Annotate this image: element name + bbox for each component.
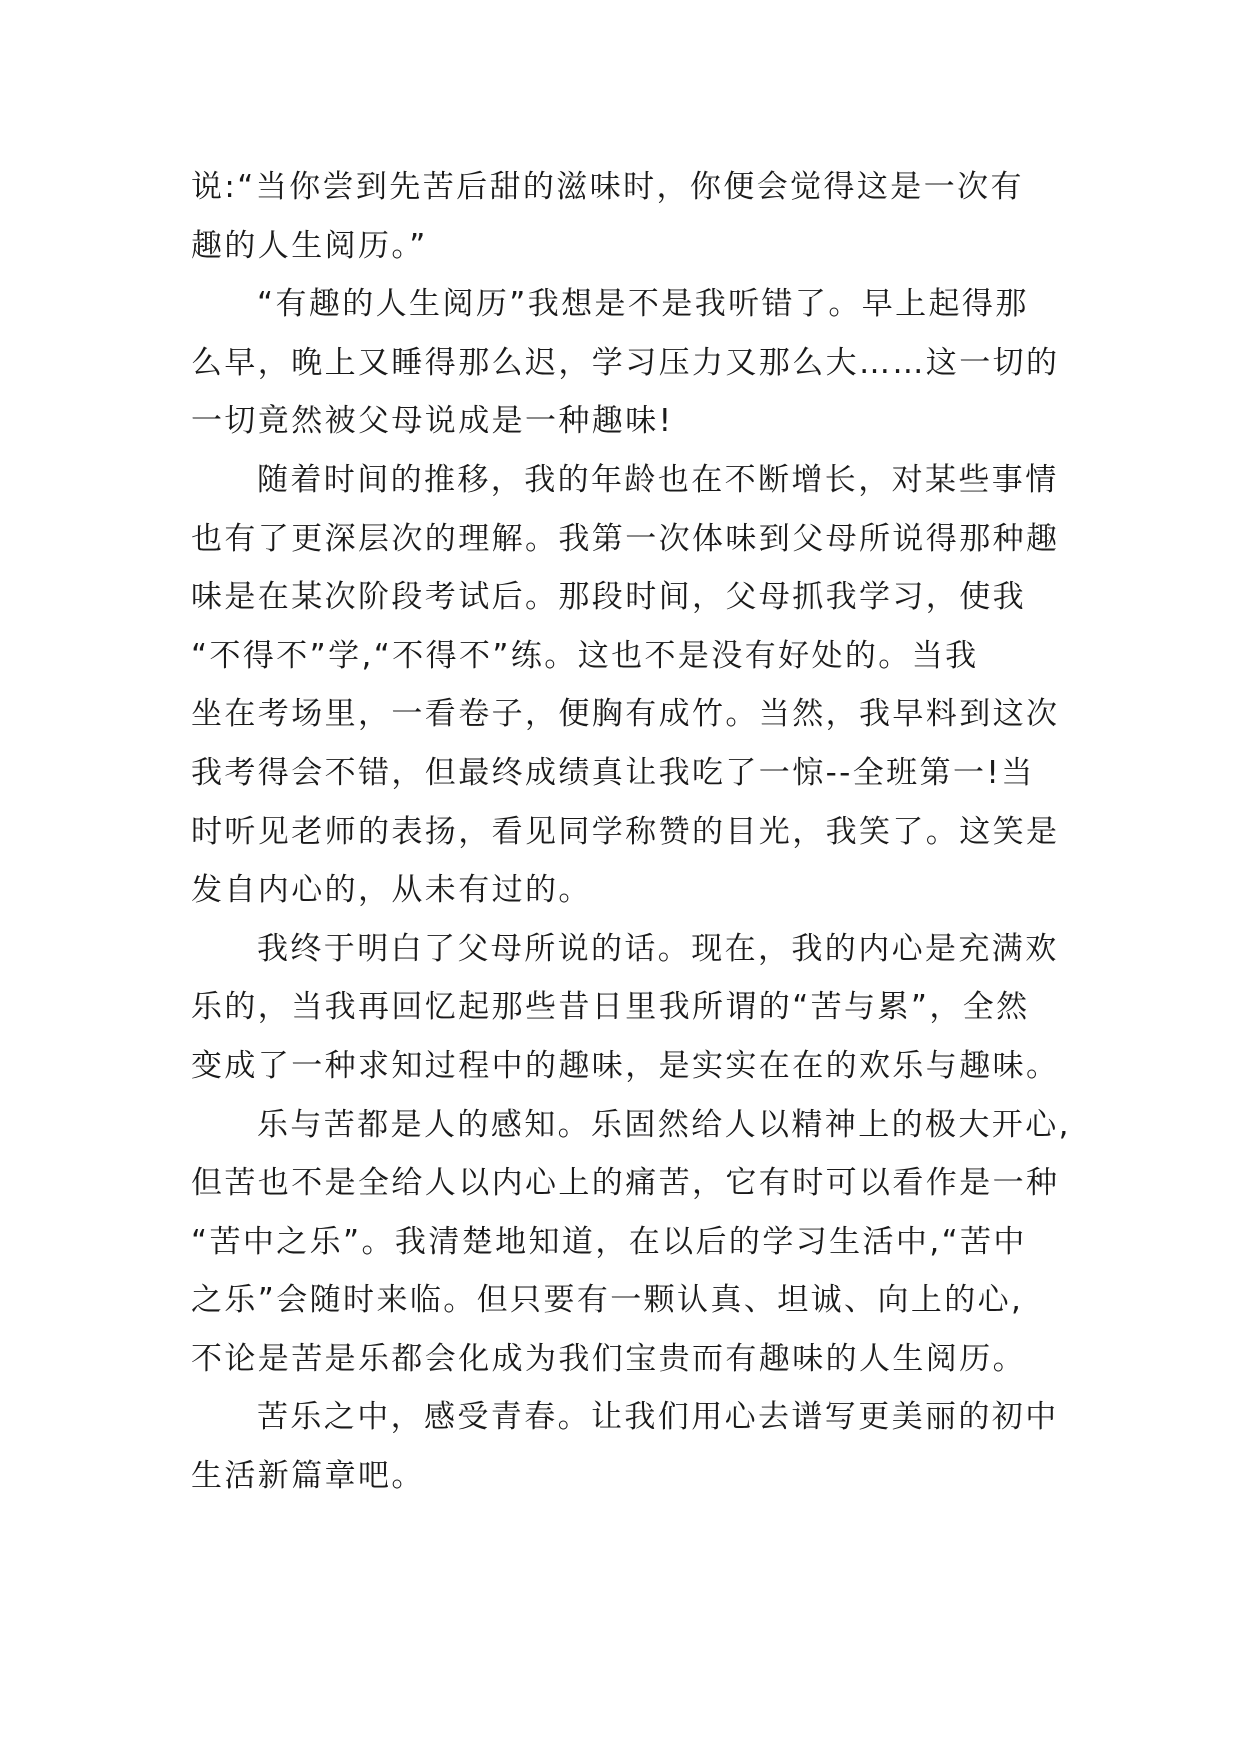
text-line: 苦乐之中，感受青春。让我们用心去谱写更美丽的初中 [257, 1399, 1059, 1436]
text-line: 一切竟然被父母说成是一种趣味! [191, 403, 674, 440]
text-line: 我考得会不错，但最终成绩真让我吃了一惊--全班第一!当 [191, 754, 1035, 791]
text-line: “苦中之乐”。我清楚地知道，在以后的学习生活中,“苦中 [191, 1223, 1027, 1260]
text-line: 说:“当你尝到先苦后甜的滋味时，你便会觉得这是一次有 [191, 169, 1024, 205]
text-line: 我终于明白了父母所说的话。现在，我的内心是充满欢 [257, 930, 1059, 967]
text-line: 么早，晚上又睡得那么迟，学习压力又那么大……这一切的 [191, 344, 1060, 381]
text-line: 之乐”会随时来临。但只要有一颗认真、坦诚、向上的心, [191, 1282, 1024, 1319]
text-line: 乐的，当我再回忆起那些昔日里我所谓的“苦与累”，全然 [191, 989, 1030, 1026]
text-line: 生活新篇章吧。 [191, 1458, 425, 1495]
text-line: 发自内心的，从未有过的。 [191, 872, 592, 909]
text-line: “不得不”学,“不得不”练。这也不是没有好处的。当我 [191, 637, 979, 674]
text-line: 但苦也不是全给人以内心上的痛苦，它有时可以看作是一种 [191, 1165, 1060, 1202]
text-line: 也有了更深层次的理解。我第一次体味到父母所说得那种趣 [191, 520, 1060, 557]
text-line: 时听见老师的表扬，看见同学称赞的目光，我笑了。这笑是 [191, 813, 1060, 850]
text-line: 趣的人生阅历。” [191, 227, 428, 264]
text-line: 变成了一种求知过程中的趣味，是实实在在的欢乐与趣味。 [191, 1047, 1060, 1084]
text-line: “有趣的人生阅历”我想是不是我听错了。早上起得那 [257, 286, 1029, 323]
text-line: 随着时间的推移，我的年龄也在不断增长，对某些事情 [257, 461, 1059, 498]
text-line: 乐与苦都是人的感知。乐固然给人以精神上的极大开心, [257, 1106, 1071, 1143]
text-line: 不论是苦是乐都会化成为我们宝贵而有趣味的人生阅历。 [191, 1340, 1026, 1377]
essay-text [191, 158, 1071, 1506]
text-line: 坐在考场里，一看卷子，便胸有成竹。当然，我早料到这次 [191, 696, 1060, 733]
text-line: 味是在某次阶段考试后。那段时间，父母抓我学习，使我 [191, 579, 1026, 616]
